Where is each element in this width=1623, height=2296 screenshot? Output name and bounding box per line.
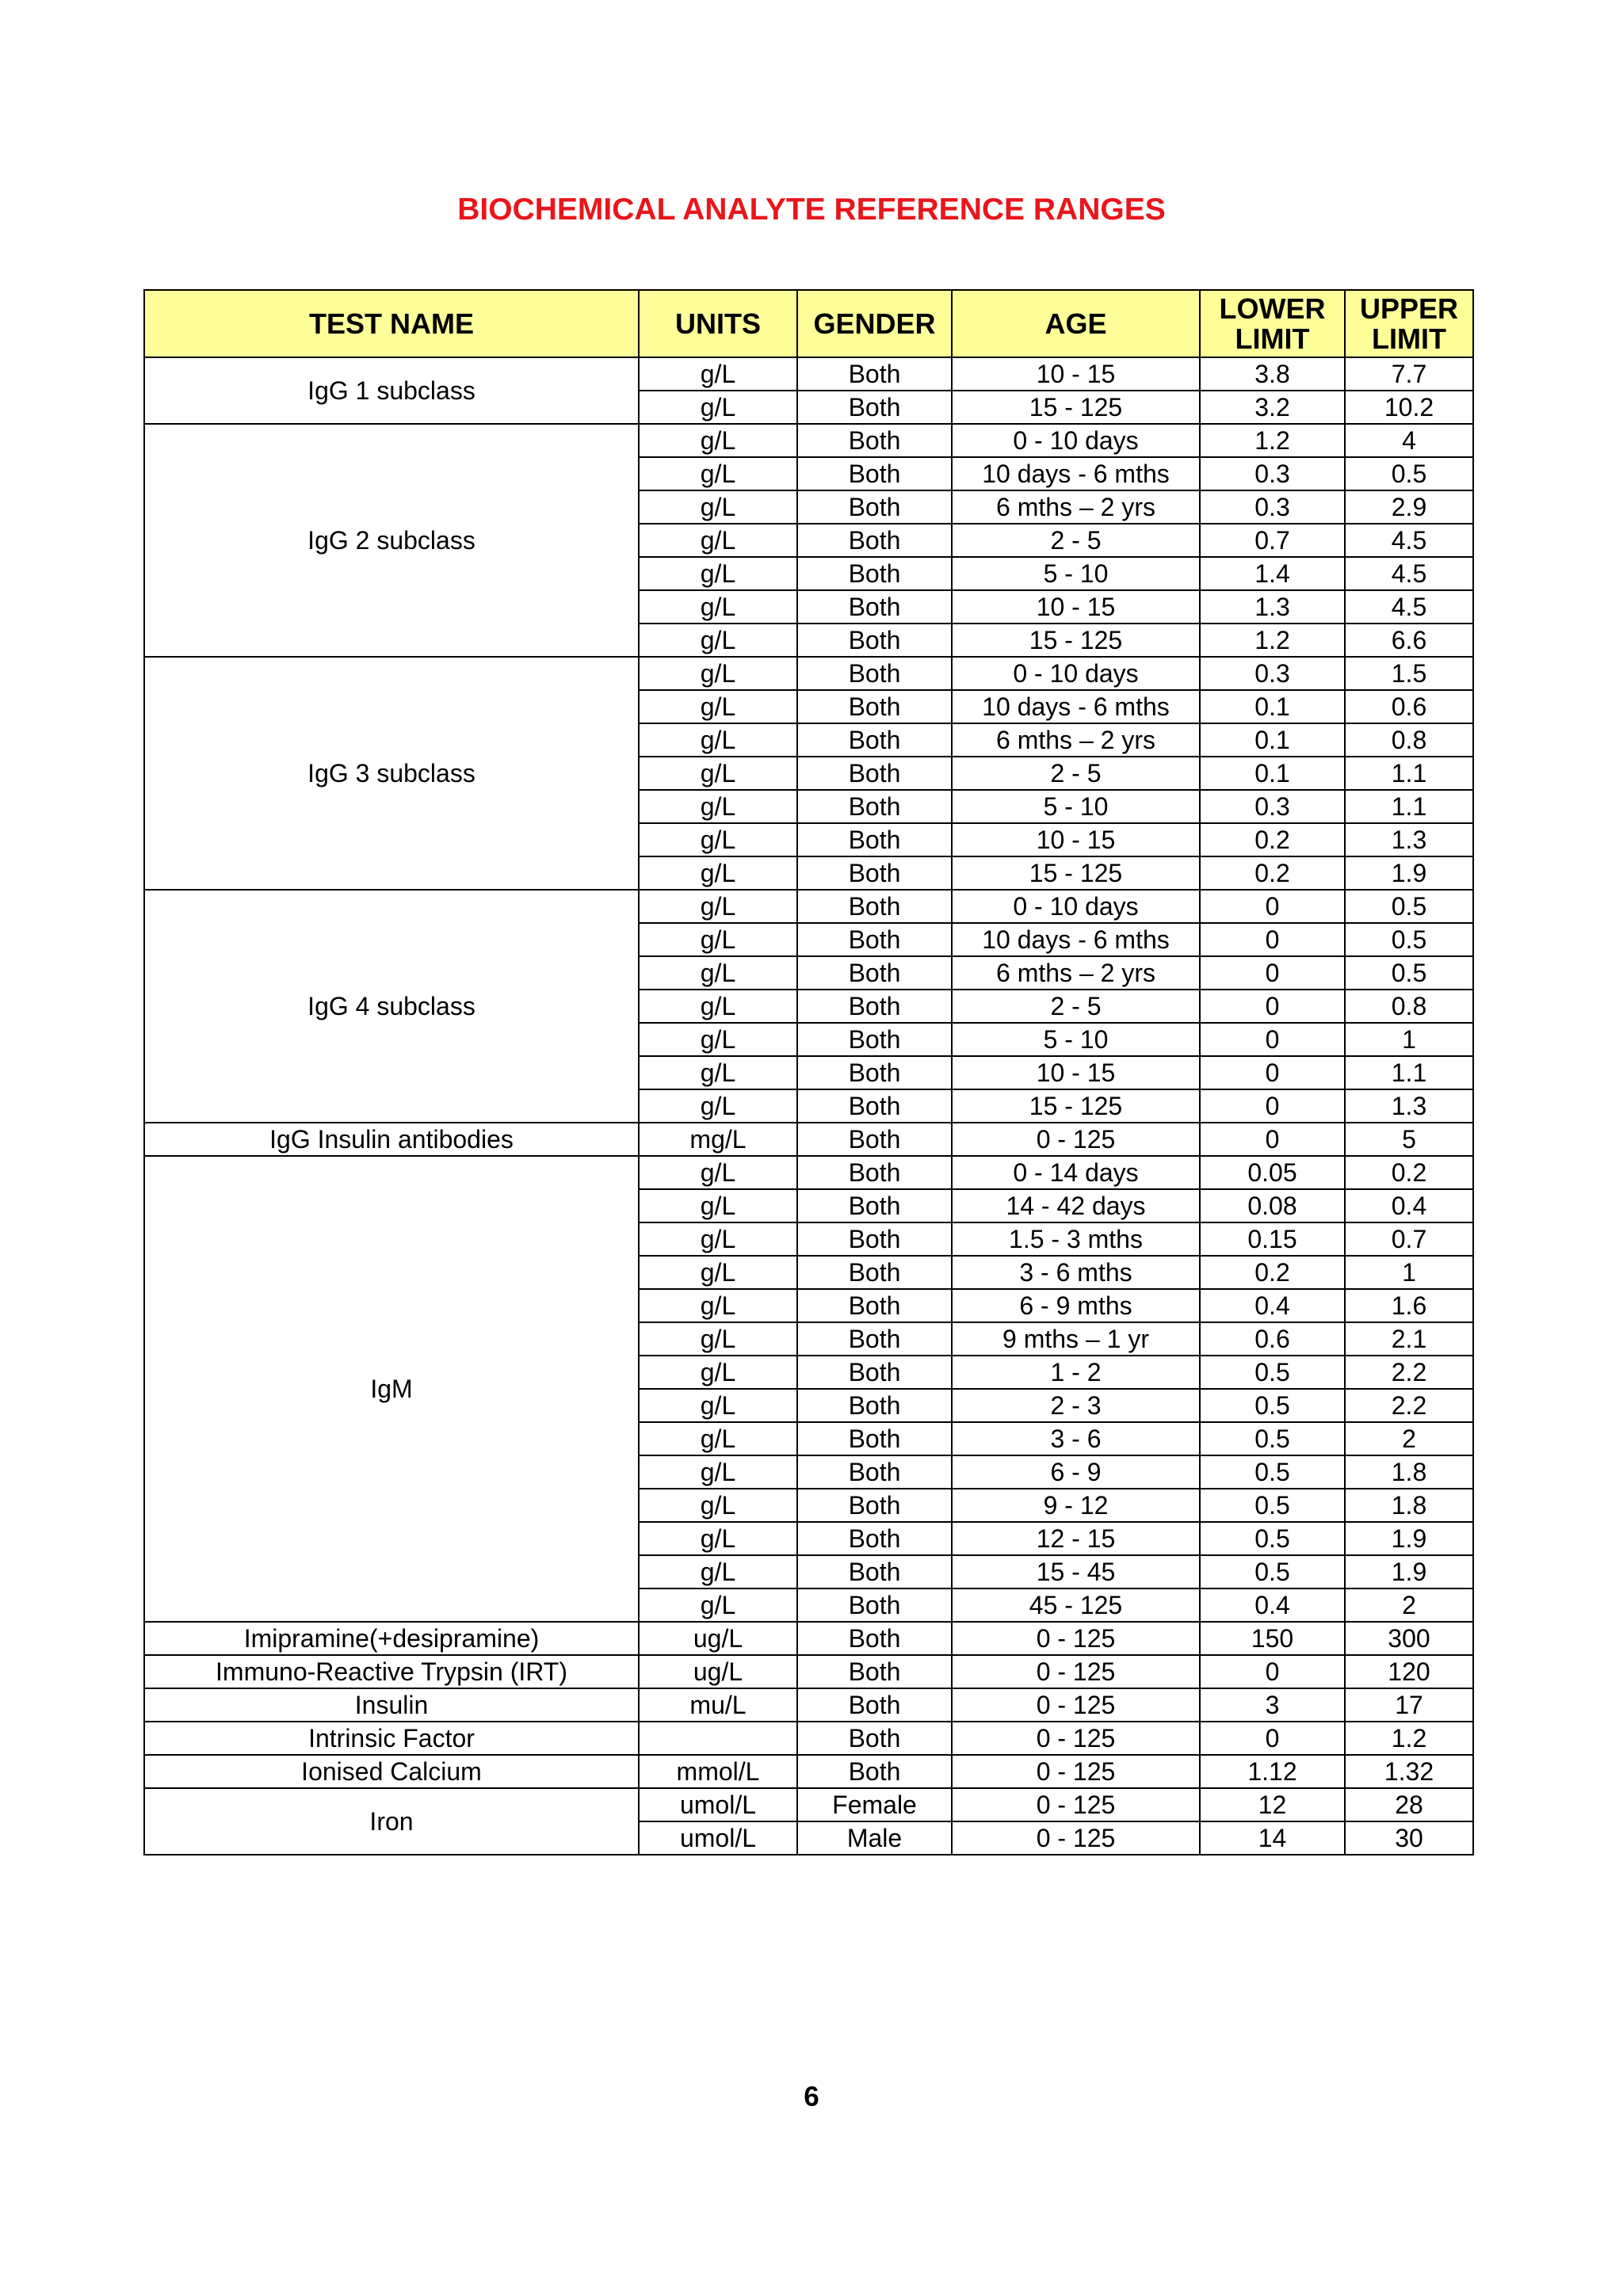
units-cell: g/L: [639, 757, 797, 790]
lower-limit-cell: 0.6: [1200, 1322, 1345, 1356]
units-cell: g/L: [639, 1422, 797, 1455]
units-cell: g/L: [639, 524, 797, 557]
age-cell: 15 - 125: [952, 624, 1200, 657]
units-cell: ug/L: [639, 1622, 797, 1655]
upper-limit-cell: 1.1: [1345, 790, 1473, 823]
age-cell: 15 - 125: [952, 1089, 1200, 1123]
age-cell: 6 - 9 mths: [952, 1289, 1200, 1322]
gender-cell: Both: [797, 1522, 952, 1555]
units-cell: g/L: [639, 990, 797, 1023]
gender-cell: Both: [797, 1056, 952, 1089]
upper-limit-cell: 0.6: [1345, 690, 1473, 723]
upper-limit-cell: 2.1: [1345, 1322, 1473, 1356]
units-cell: g/L: [639, 690, 797, 723]
units-cell: g/L: [639, 1056, 797, 1089]
age-cell: 1 - 2: [952, 1356, 1200, 1389]
units-cell: g/L: [639, 823, 797, 856]
age-cell: 6 mths – 2 yrs: [952, 490, 1200, 524]
lower-limit-cell: 0.1: [1200, 723, 1345, 757]
age-cell: 0 - 10 days: [952, 890, 1200, 923]
age-cell: 15 - 45: [952, 1555, 1200, 1589]
upper-limit-cell: 0.5: [1345, 956, 1473, 990]
age-cell: 15 - 125: [952, 856, 1200, 890]
gender-cell: Both: [797, 1222, 952, 1256]
lower-limit-cell: 1.12: [1200, 1755, 1345, 1788]
age-cell: 6 mths – 2 yrs: [952, 723, 1200, 757]
upper-limit-cell: 0.2: [1345, 1156, 1473, 1189]
units-cell: g/L: [639, 1289, 797, 1322]
age-cell: 0 - 14 days: [952, 1156, 1200, 1189]
table-row: [144, 1722, 1473, 1755]
reference-range-table: [143, 289, 1474, 1855]
units-cell: g/L: [639, 1023, 797, 1056]
age-cell: 0 - 10 days: [952, 424, 1200, 457]
age-cell: 2 - 5: [952, 524, 1200, 557]
gender-cell: Both: [797, 890, 952, 923]
age-cell: 0 - 125: [952, 1123, 1200, 1156]
upper-limit-cell: 1.2: [1345, 1722, 1473, 1755]
header-row: [144, 290, 1473, 357]
gender-cell: Both: [797, 1455, 952, 1489]
gender-cell: Both: [797, 590, 952, 624]
header-units: UNITS: [639, 290, 797, 357]
age-cell: 0 - 10 days: [952, 657, 1200, 690]
gender-cell: Both: [797, 624, 952, 657]
upper-limit-cell: 1: [1345, 1256, 1473, 1289]
upper-limit-cell: 1.9: [1345, 1555, 1473, 1589]
gender-cell: Both: [797, 391, 952, 424]
gender-cell: Both: [797, 790, 952, 823]
gender-cell: Both: [797, 823, 952, 856]
units-cell: [639, 1722, 797, 1755]
gender-cell: Both: [797, 357, 952, 391]
gender-cell: Both: [797, 1156, 952, 1189]
table-row: [144, 1156, 1473, 1189]
lower-limit-cell: 0.1: [1200, 757, 1345, 790]
test-name-cell: Intrinsic Factor: [144, 1722, 639, 1755]
age-cell: 2 - 5: [952, 990, 1200, 1023]
upper-limit-cell: 1.6: [1345, 1289, 1473, 1322]
test-name-cell: IgG 3 subclass: [144, 657, 639, 890]
lower-limit-cell: 0.15: [1200, 1222, 1345, 1256]
lower-limit-cell: 0.4: [1200, 1589, 1345, 1622]
age-cell: 10 days - 6 mths: [952, 690, 1200, 723]
upper-limit-cell: 1.1: [1345, 757, 1473, 790]
table-header: [144, 290, 1473, 357]
upper-limit-cell: 0.5: [1345, 923, 1473, 956]
gender-cell: Both: [797, 1123, 952, 1156]
table-row: [144, 1123, 1473, 1156]
lower-limit-cell: 0.05: [1200, 1156, 1345, 1189]
upper-limit-cell: 4.5: [1345, 557, 1473, 590]
age-cell: 2 - 5: [952, 757, 1200, 790]
lower-limit-cell: 0.5: [1200, 1422, 1345, 1455]
table-row: [144, 890, 1473, 923]
age-cell: 10 days - 6 mths: [952, 457, 1200, 490]
lower-limit-cell: 0.3: [1200, 457, 1345, 490]
lower-limit-cell: 3.8: [1200, 357, 1345, 391]
upper-limit-cell: 1.3: [1345, 823, 1473, 856]
upper-limit-cell: 1.9: [1345, 856, 1473, 890]
page-title: BIOCHEMICAL ANALYTE REFERENCE RANGES: [457, 193, 1166, 227]
units-cell: g/L: [639, 1389, 797, 1422]
units-cell: g/L: [639, 1555, 797, 1589]
lower-limit-cell: 3: [1200, 1688, 1345, 1722]
gender-cell: Both: [797, 557, 952, 590]
units-cell: g/L: [639, 1589, 797, 1622]
gender-cell: Both: [797, 524, 952, 557]
table-row: [144, 1622, 1473, 1655]
upper-limit-cell: 300: [1345, 1622, 1473, 1655]
table-row: [144, 1788, 1473, 1821]
upper-limit-cell: 1.9: [1345, 1522, 1473, 1555]
age-cell: 0 - 125: [952, 1788, 1200, 1821]
upper-limit-cell: 28: [1345, 1788, 1473, 1821]
age-cell: 10 - 15: [952, 823, 1200, 856]
age-cell: 1.5 - 3 mths: [952, 1222, 1200, 1256]
lower-limit-cell: 0.5: [1200, 1356, 1345, 1389]
age-cell: 3 - 6: [952, 1422, 1200, 1455]
upper-limit-cell: 4.5: [1345, 590, 1473, 624]
gender-cell: Both: [797, 1655, 952, 1688]
gender-cell: Both: [797, 990, 952, 1023]
age-cell: 14 - 42 days: [952, 1189, 1200, 1222]
upper-limit-cell: 2.2: [1345, 1356, 1473, 1389]
lower-limit-cell: 0.2: [1200, 823, 1345, 856]
lower-limit-cell: 0: [1200, 890, 1345, 923]
lower-limit-cell: 0: [1200, 956, 1345, 990]
upper-limit-cell: 2: [1345, 1422, 1473, 1455]
units-cell: g/L: [639, 890, 797, 923]
upper-limit-cell: 1.32: [1345, 1755, 1473, 1788]
lower-limit-cell: 0: [1200, 1722, 1345, 1755]
age-cell: 0 - 125: [952, 1821, 1200, 1855]
age-cell: 0 - 125: [952, 1655, 1200, 1688]
test-name-cell: IgG Insulin antibodies: [144, 1123, 639, 1156]
gender-cell: Both: [797, 1422, 952, 1455]
header-test-name: TEST NAME: [144, 290, 639, 357]
table-row: [144, 424, 1473, 457]
units-cell: g/L: [639, 1356, 797, 1389]
upper-limit-cell: 1.5: [1345, 657, 1473, 690]
units-cell: g/L: [639, 856, 797, 890]
gender-cell: Both: [797, 1555, 952, 1589]
units-cell: g/L: [639, 1256, 797, 1289]
upper-limit-cell: 4.5: [1345, 524, 1473, 557]
units-cell: g/L: [639, 424, 797, 457]
lower-limit-cell: 1.3: [1200, 590, 1345, 624]
header-age: AGE: [952, 290, 1200, 357]
age-cell: 5 - 10: [952, 790, 1200, 823]
gender-cell: Both: [797, 1289, 952, 1322]
age-cell: 5 - 10: [952, 1023, 1200, 1056]
gender-cell: Both: [797, 1089, 952, 1123]
upper-limit-cell: 0.8: [1345, 990, 1473, 1023]
units-cell: g/L: [639, 657, 797, 690]
lower-limit-cell: 3.2: [1200, 391, 1345, 424]
test-name-cell: IgM: [144, 1156, 639, 1622]
gender-cell: Both: [797, 1622, 952, 1655]
upper-limit-cell: 1.1: [1345, 1056, 1473, 1089]
gender-cell: Male: [797, 1821, 952, 1855]
table-row: [144, 357, 1473, 391]
test-name-cell: Immuno-Reactive Trypsin (IRT): [144, 1655, 639, 1688]
upper-limit-cell: 1.8: [1345, 1489, 1473, 1522]
age-cell: 3 - 6 mths: [952, 1256, 1200, 1289]
gender-cell: Both: [797, 657, 952, 690]
lower-limit-cell: 0.08: [1200, 1189, 1345, 1222]
upper-limit-cell: 30: [1345, 1821, 1473, 1855]
units-cell: ug/L: [639, 1655, 797, 1688]
lower-limit-cell: 0.3: [1200, 490, 1345, 524]
lower-limit-cell: 0: [1200, 1123, 1345, 1156]
age-cell: 10 - 15: [952, 1056, 1200, 1089]
age-cell: 0 - 125: [952, 1722, 1200, 1755]
lower-limit-cell: 0.3: [1200, 657, 1345, 690]
units-cell: umol/L: [639, 1788, 797, 1821]
gender-cell: Both: [797, 1023, 952, 1056]
age-cell: 0 - 125: [952, 1755, 1200, 1788]
upper-limit-cell: 0.7: [1345, 1222, 1473, 1256]
units-cell: g/L: [639, 723, 797, 757]
gender-cell: Both: [797, 923, 952, 956]
age-cell: 12 - 15: [952, 1522, 1200, 1555]
gender-cell: Both: [797, 490, 952, 524]
age-cell: 9 mths – 1 yr: [952, 1322, 1200, 1356]
age-cell: 2 - 3: [952, 1389, 1200, 1422]
units-cell: g/L: [639, 1322, 797, 1356]
upper-limit-cell: 6.6: [1345, 624, 1473, 657]
units-cell: g/L: [639, 1156, 797, 1189]
page-number: 6: [804, 2081, 819, 2112]
age-cell: 6 mths – 2 yrs: [952, 956, 1200, 990]
lower-limit-cell: 0.3: [1200, 790, 1345, 823]
age-cell: 15 - 125: [952, 391, 1200, 424]
upper-limit-cell: 2.2: [1345, 1389, 1473, 1422]
gender-cell: Both: [797, 1189, 952, 1222]
lower-limit-cell: 14: [1200, 1821, 1345, 1855]
units-cell: g/L: [639, 1089, 797, 1123]
units-cell: g/L: [639, 923, 797, 956]
gender-cell: Both: [797, 1755, 952, 1788]
age-cell: 5 - 10: [952, 557, 1200, 590]
units-cell: mu/L: [639, 1688, 797, 1722]
units-cell: g/L: [639, 1189, 797, 1222]
lower-limit-cell: 0: [1200, 1023, 1345, 1056]
header-upper-limit: UPPER LIMIT: [1345, 290, 1473, 357]
gender-cell: Both: [797, 690, 952, 723]
lower-limit-cell: 0: [1200, 1056, 1345, 1089]
age-cell: 10 - 15: [952, 590, 1200, 624]
gender-cell: Both: [797, 1722, 952, 1755]
gender-cell: Both: [797, 956, 952, 990]
lower-limit-cell: 0.5: [1200, 1389, 1345, 1422]
age-cell: 10 days - 6 mths: [952, 923, 1200, 956]
gender-cell: Both: [797, 1322, 952, 1356]
upper-limit-cell: 2.9: [1345, 490, 1473, 524]
gender-cell: Both: [797, 457, 952, 490]
gender-cell: Both: [797, 1389, 952, 1422]
test-name-cell: IgG 1 subclass: [144, 357, 639, 424]
units-cell: g/L: [639, 624, 797, 657]
upper-limit-cell: 0.5: [1345, 457, 1473, 490]
lower-limit-cell: 1.2: [1200, 424, 1345, 457]
lower-limit-cell: 0.1: [1200, 690, 1345, 723]
table-row: [144, 1755, 1473, 1788]
units-cell: g/L: [639, 1489, 797, 1522]
lower-limit-cell: 0: [1200, 1089, 1345, 1123]
table-row: [144, 1655, 1473, 1688]
upper-limit-cell: 7.7: [1345, 357, 1473, 391]
test-name-cell: IgG 4 subclass: [144, 890, 639, 1123]
gender-cell: Both: [797, 424, 952, 457]
units-cell: g/L: [639, 490, 797, 524]
upper-limit-cell: 10.2: [1345, 391, 1473, 424]
upper-limit-cell: 17: [1345, 1688, 1473, 1722]
age-cell: 6 - 9: [952, 1455, 1200, 1489]
units-cell: g/L: [639, 1455, 797, 1489]
header-lower-limit: LOWER LIMIT: [1200, 290, 1345, 357]
upper-limit-cell: 120: [1345, 1655, 1473, 1688]
test-name-cell: IgG 2 subclass: [144, 424, 639, 657]
units-cell: g/L: [639, 557, 797, 590]
lower-limit-cell: 0.4: [1200, 1289, 1345, 1322]
lower-limit-cell: 0.2: [1200, 1256, 1345, 1289]
units-cell: mmol/L: [639, 1755, 797, 1788]
lower-limit-cell: 1.4: [1200, 557, 1345, 590]
upper-limit-cell: 0.8: [1345, 723, 1473, 757]
units-cell: g/L: [639, 457, 797, 490]
lower-limit-cell: 1.2: [1200, 624, 1345, 657]
test-name-cell: Ionised Calcium: [144, 1755, 639, 1788]
table-row: [144, 1688, 1473, 1722]
units-cell: umol/L: [639, 1821, 797, 1855]
upper-limit-cell: 2: [1345, 1589, 1473, 1622]
lower-limit-cell: 0.5: [1200, 1555, 1345, 1589]
units-cell: g/L: [639, 1222, 797, 1256]
upper-limit-cell: 1.3: [1345, 1089, 1473, 1123]
units-cell: g/L: [639, 1522, 797, 1555]
lower-limit-cell: 0: [1200, 990, 1345, 1023]
lower-limit-cell: 0.5: [1200, 1522, 1345, 1555]
units-cell: g/L: [639, 790, 797, 823]
lower-limit-cell: 12: [1200, 1788, 1345, 1821]
upper-limit-cell: 1: [1345, 1023, 1473, 1056]
gender-cell: Both: [797, 1489, 952, 1522]
units-cell: g/L: [639, 590, 797, 624]
gender-cell: Both: [797, 757, 952, 790]
lower-limit-cell: 0: [1200, 923, 1345, 956]
age-cell: 0 - 125: [952, 1688, 1200, 1722]
lower-limit-cell: 0: [1200, 1655, 1345, 1688]
lower-limit-cell: 0.5: [1200, 1455, 1345, 1489]
units-cell: mg/L: [639, 1123, 797, 1156]
age-cell: 10 - 15: [952, 357, 1200, 391]
upper-limit-cell: 0.5: [1345, 890, 1473, 923]
lower-limit-cell: 0.2: [1200, 856, 1345, 890]
lower-limit-cell: 0.5: [1200, 1489, 1345, 1522]
gender-cell: Both: [797, 856, 952, 890]
test-name-cell: Imipramine(+desipramine): [144, 1622, 639, 1655]
lower-limit-cell: 150: [1200, 1622, 1345, 1655]
header-gender: GENDER: [797, 290, 952, 357]
upper-limit-cell: 5: [1345, 1123, 1473, 1156]
upper-limit-cell: 0.4: [1345, 1189, 1473, 1222]
lower-limit-cell: 0.7: [1200, 524, 1345, 557]
gender-cell: Both: [797, 1589, 952, 1622]
age-cell: 0 - 125: [952, 1622, 1200, 1655]
gender-cell: Both: [797, 1356, 952, 1389]
age-cell: 45 - 125: [952, 1589, 1200, 1622]
units-cell: g/L: [639, 357, 797, 391]
age-cell: 9 - 12: [952, 1489, 1200, 1522]
upper-limit-cell: 4: [1345, 424, 1473, 457]
test-name-cell: Insulin: [144, 1688, 639, 1722]
upper-limit-cell: 1.8: [1345, 1455, 1473, 1489]
test-name-cell: Iron: [144, 1788, 639, 1855]
table-body: [144, 357, 1473, 1855]
gender-cell: Both: [797, 1688, 952, 1722]
gender-cell: Both: [797, 1256, 952, 1289]
units-cell: g/L: [639, 956, 797, 990]
gender-cell: Both: [797, 723, 952, 757]
gender-cell: Female: [797, 1788, 952, 1821]
units-cell: g/L: [639, 391, 797, 424]
table-row: [144, 657, 1473, 690]
